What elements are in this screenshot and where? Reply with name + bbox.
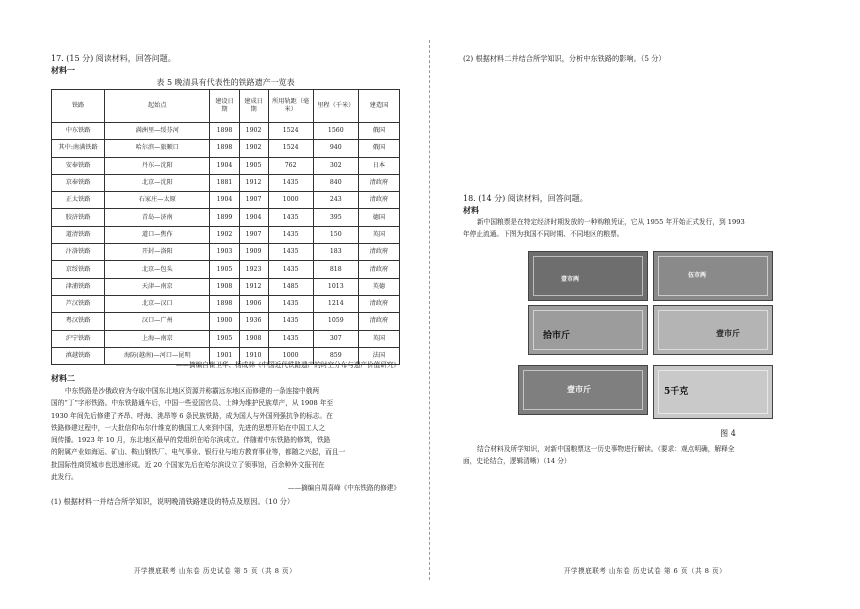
- grain-coupon-1: [528, 251, 648, 301]
- cell-route: 青岛—济南: [105, 209, 210, 226]
- cell-country: 法国: [358, 347, 399, 364]
- paragraph-line: 年停止流通。下图为我国不同时期、不同地区的粮票。: [463, 230, 624, 239]
- cell-start: 1908: [210, 278, 239, 295]
- cell-country: 英国: [358, 330, 399, 347]
- cell-length: 840: [313, 174, 358, 191]
- cell-line: 道清铁路: [52, 226, 105, 243]
- paragraph-line: 间传播。1923 年 10 月，东北地区最早的党组织在哈尔滨成立。伴随着中东铁路的修筑，铁路: [51, 436, 331, 445]
- cell-route: 开封—洛阳: [105, 244, 210, 261]
- cell-gauge: 1435: [268, 209, 313, 226]
- header-start-date: 建设日期: [210, 90, 239, 123]
- paragraph-line: 铁路修建过程中，一大批信仰布尔什维克的俄国工人来到中国，先进的思想开始在中国工人之: [51, 423, 326, 432]
- cell-line: 汴洛铁路: [52, 244, 105, 261]
- cell-line: 安奉铁路: [52, 157, 105, 174]
- cell-start: 1899: [210, 209, 239, 226]
- cell-country: 清政府: [358, 174, 399, 191]
- coupon-frame: [533, 256, 643, 296]
- cell-end: 1936: [239, 313, 268, 330]
- paragraph-line: 此发行。: [51, 473, 78, 482]
- coupon-frame: [658, 256, 768, 296]
- cell-gauge: 1435: [268, 330, 313, 347]
- cell-length: 307: [313, 330, 358, 347]
- cell-start: 1902: [210, 226, 239, 243]
- grain-coupon-5: [518, 365, 648, 415]
- cell-country: 俄国: [358, 140, 399, 157]
- coupon-label: 壹市两: [561, 276, 580, 283]
- cell-gauge: 1000: [268, 347, 313, 364]
- paragraph-line: 面，史论结合，逻辑清晰）（14 分）: [463, 457, 571, 466]
- cell-route: 满洲里—绥芬河: [105, 123, 210, 140]
- cell-line: 芦汉铁路: [52, 295, 105, 312]
- table-row: [52, 261, 400, 278]
- cell-end: 1904: [239, 209, 268, 226]
- cell-line: 胶济铁路: [52, 209, 105, 226]
- header-route: 起始点: [105, 90, 210, 123]
- cell-gauge: 1435: [268, 226, 313, 243]
- table-source: ——摘编自崔卫华、杨成林《中国近代铁路遗产的时空分布与遗产价值研究》: [175, 361, 400, 369]
- cell-length: 395: [313, 209, 358, 226]
- cell-length: 818: [313, 261, 358, 278]
- cell-start: 1898: [210, 295, 239, 312]
- cell-country: 清政府: [358, 295, 399, 312]
- table-title: 表 5 晚清具有代表性的铁路遗产一览表: [156, 78, 295, 87]
- cell-gauge: 1435: [268, 313, 313, 330]
- paragraph-line: 结合材料及所学知识，对新中国粮票这一历史事物进行解读。（要求：观点明确，解释全: [477, 445, 735, 453]
- cell-country: 英德: [358, 278, 399, 295]
- header-country: 建造国: [358, 90, 399, 123]
- cell-end: 1902: [239, 140, 268, 157]
- cell-route: 石家庄—太原: [105, 192, 210, 209]
- grain-coupon-3: [528, 305, 648, 355]
- question-2: (2) 根据材料二并结合所学知识，分析中东铁路的影响。（5 分）: [463, 54, 666, 63]
- table-row: [52, 123, 400, 140]
- cell-end: 1902: [239, 123, 268, 140]
- header-gauge: 所用轨距（毫米）: [268, 90, 313, 123]
- material-1-label: 材料一: [51, 65, 75, 75]
- cell-country: 德国: [358, 209, 399, 226]
- cell-start: 1900: [210, 313, 239, 330]
- coupon-label: 壹市斤: [567, 384, 591, 394]
- table-row: [52, 278, 400, 295]
- header-end-date: 建成日期: [239, 90, 268, 123]
- cell-end: 1906: [239, 295, 268, 312]
- cell-line: 沪宁铁路: [52, 330, 105, 347]
- cell-route: 北京—汉口: [105, 295, 210, 312]
- cell-line: 中东铁路: [52, 123, 105, 140]
- question-1: (1) 根据材料一并结合所学知识，说明晚清铁路建设的特点及原因。（10 分）: [51, 497, 295, 506]
- cell-length: 1013: [313, 278, 358, 295]
- material-2-label: 材料二: [51, 373, 75, 383]
- cell-country: 英国: [358, 226, 399, 243]
- cell-length: 243: [313, 192, 358, 209]
- paragraph-line: 新中国粮票是在特定经济时期发放的一种购粮凭证，它从 1955 年开始正式发行，到 1993: [477, 218, 745, 226]
- cell-route: 汉口—广州: [105, 313, 210, 330]
- cell-route: 海防(越南)—河口—昆明: [105, 347, 210, 364]
- cell-start: 1898: [210, 140, 239, 157]
- cell-end: 1907: [239, 226, 268, 243]
- cell-country: 日本: [358, 157, 399, 174]
- cell-line: 滇越铁路: [52, 347, 105, 364]
- cell-end: 1912: [239, 174, 268, 191]
- paragraph-line: 批国际性商贸城市也迅速形成。近 20 个国家先后在哈尔滨设立了领事馆，百余种外文报刊在: [51, 460, 325, 469]
- cell-gauge: 1485: [268, 278, 313, 295]
- cell-gauge: 1435: [268, 261, 313, 278]
- cell-route: 天津—南京: [105, 278, 210, 295]
- grain-coupon-2: [653, 251, 773, 301]
- table-row: [52, 192, 400, 209]
- cell-country: 清政府: [358, 192, 399, 209]
- cell-gauge: 762: [268, 157, 313, 174]
- material-2-text: [51, 385, 400, 483]
- cell-end: 1910: [239, 347, 268, 364]
- cell-length: 1560: [313, 123, 358, 140]
- coupon-frame: [658, 310, 768, 350]
- cell-route: 北京—包头: [105, 261, 210, 278]
- cell-start: 1901: [210, 347, 239, 364]
- cell-route: 北京—沈阳: [105, 174, 210, 191]
- cell-end: 1909: [239, 244, 268, 261]
- coupon-label: 拾市斤: [543, 331, 571, 341]
- cell-gauge: 1435: [268, 295, 313, 312]
- cell-end: 1907: [239, 192, 268, 209]
- table-row: [52, 295, 400, 312]
- cell-line: 粤汉铁路: [52, 313, 105, 330]
- cell-start: 1905: [210, 330, 239, 347]
- figure-caption: 图 4: [720, 429, 736, 438]
- cell-route: 丹东—沈阳: [105, 157, 210, 174]
- cell-route: 哈尔滨—旅顺口: [105, 140, 210, 157]
- cell-line: 京奉铁路: [52, 174, 105, 191]
- table-row: [52, 140, 400, 157]
- right-footer: 开学摸底联考 山东卷 历史试卷 第 6 页（共 8 页）: [563, 567, 727, 575]
- table-row: [52, 174, 400, 191]
- cell-start: 1881: [210, 174, 239, 191]
- paragraph-line: 国的“丁”字形铁路。中东铁路通车后，中国一些爱国官员、士绅为维护民族草产，从 1908 年至: [51, 399, 334, 408]
- table-row: [52, 209, 400, 226]
- cell-gauge: 1435: [268, 244, 313, 261]
- cell-route: 道口—焦作: [105, 226, 210, 243]
- cell-country: 清政府: [358, 313, 399, 330]
- cell-line: 京绥铁路: [52, 261, 105, 278]
- coupon-label: 5千克: [664, 387, 689, 397]
- cell-start: 1905: [210, 261, 239, 278]
- grain-coupon-6: [653, 365, 773, 419]
- cell-start: 1903: [210, 244, 239, 261]
- cell-line: 正太铁路: [52, 192, 105, 209]
- header-line: 铁路: [52, 90, 105, 123]
- cell-line: 其中:南满铁路: [52, 140, 105, 157]
- cell-route: 上海—南京: [105, 330, 210, 347]
- question-17-heading: 17. (15 分) 阅读材料，回答问题。: [51, 54, 176, 63]
- grain-coupons-figure: [528, 251, 776, 451]
- paragraph-line: 的附属产业如海运、矿山、鞍山钢铁厂、电气事业、银行业与地方教育事业等，都随之兴起，而且一: [51, 448, 346, 457]
- table-row: [52, 226, 400, 243]
- grain-coupon-4: [653, 305, 773, 355]
- cell-length: 940: [313, 140, 358, 157]
- cell-gauge: 1435: [268, 174, 313, 191]
- cell-end: 1905: [239, 157, 268, 174]
- cell-end: 1908: [239, 330, 268, 347]
- cell-end: 1923: [239, 261, 268, 278]
- cell-end: 1912: [239, 278, 268, 295]
- header-length: 里程（千米）: [313, 90, 358, 123]
- cell-country: 清政府: [358, 244, 399, 261]
- cell-length: 859: [313, 347, 358, 364]
- cell-length: 1059: [313, 313, 358, 330]
- cell-start: 1904: [210, 192, 239, 209]
- cell-length: 1214: [313, 295, 358, 312]
- material-text: [463, 216, 812, 241]
- paragraph-line: 中东铁路是沙俄政府为夺取中国东北地区资源并称霸远东地区而修建的一条连接中俄两: [65, 387, 320, 395]
- left-footer: 开学摸底联考 山东卷 历史试卷 第 5 页（共 8 页）: [133, 567, 297, 575]
- question-18-heading: 18. (14 分) 阅读材料，回答问题。: [463, 194, 588, 203]
- cell-country: 俄国: [358, 123, 399, 140]
- cell-start: 1904: [210, 157, 239, 174]
- paragraph-line: 1930 年间先后修建了齐昂、呼海、洮昂等 6 条民族铁路，成为国人与外国列强抗争的标志。在: [51, 411, 333, 420]
- cell-length: 183: [313, 244, 358, 261]
- table-row: [52, 330, 400, 347]
- coupon-label: 伍市两: [688, 272, 707, 279]
- table-row: [52, 313, 400, 330]
- coupon-label: 壹市斤: [716, 328, 740, 338]
- cell-gauge: 1000: [268, 192, 313, 209]
- material-label: 材料: [463, 205, 479, 215]
- railway-table: [51, 89, 400, 365]
- table-body: [52, 123, 400, 365]
- table-row: [52, 157, 400, 174]
- cell-length: 302: [313, 157, 358, 174]
- cell-length: 150: [313, 226, 358, 243]
- cell-country: 清政府: [358, 261, 399, 278]
- cell-gauge: 1524: [268, 123, 313, 140]
- cell-start: 1898: [210, 123, 239, 140]
- cell-gauge: 1524: [268, 140, 313, 157]
- material-2-source: ——摘编自周喜峰《中东铁路的修建》: [287, 484, 400, 492]
- cell-line: 津浦铁路: [52, 278, 105, 295]
- table-header-row: [52, 90, 400, 123]
- table-row: [52, 244, 400, 261]
